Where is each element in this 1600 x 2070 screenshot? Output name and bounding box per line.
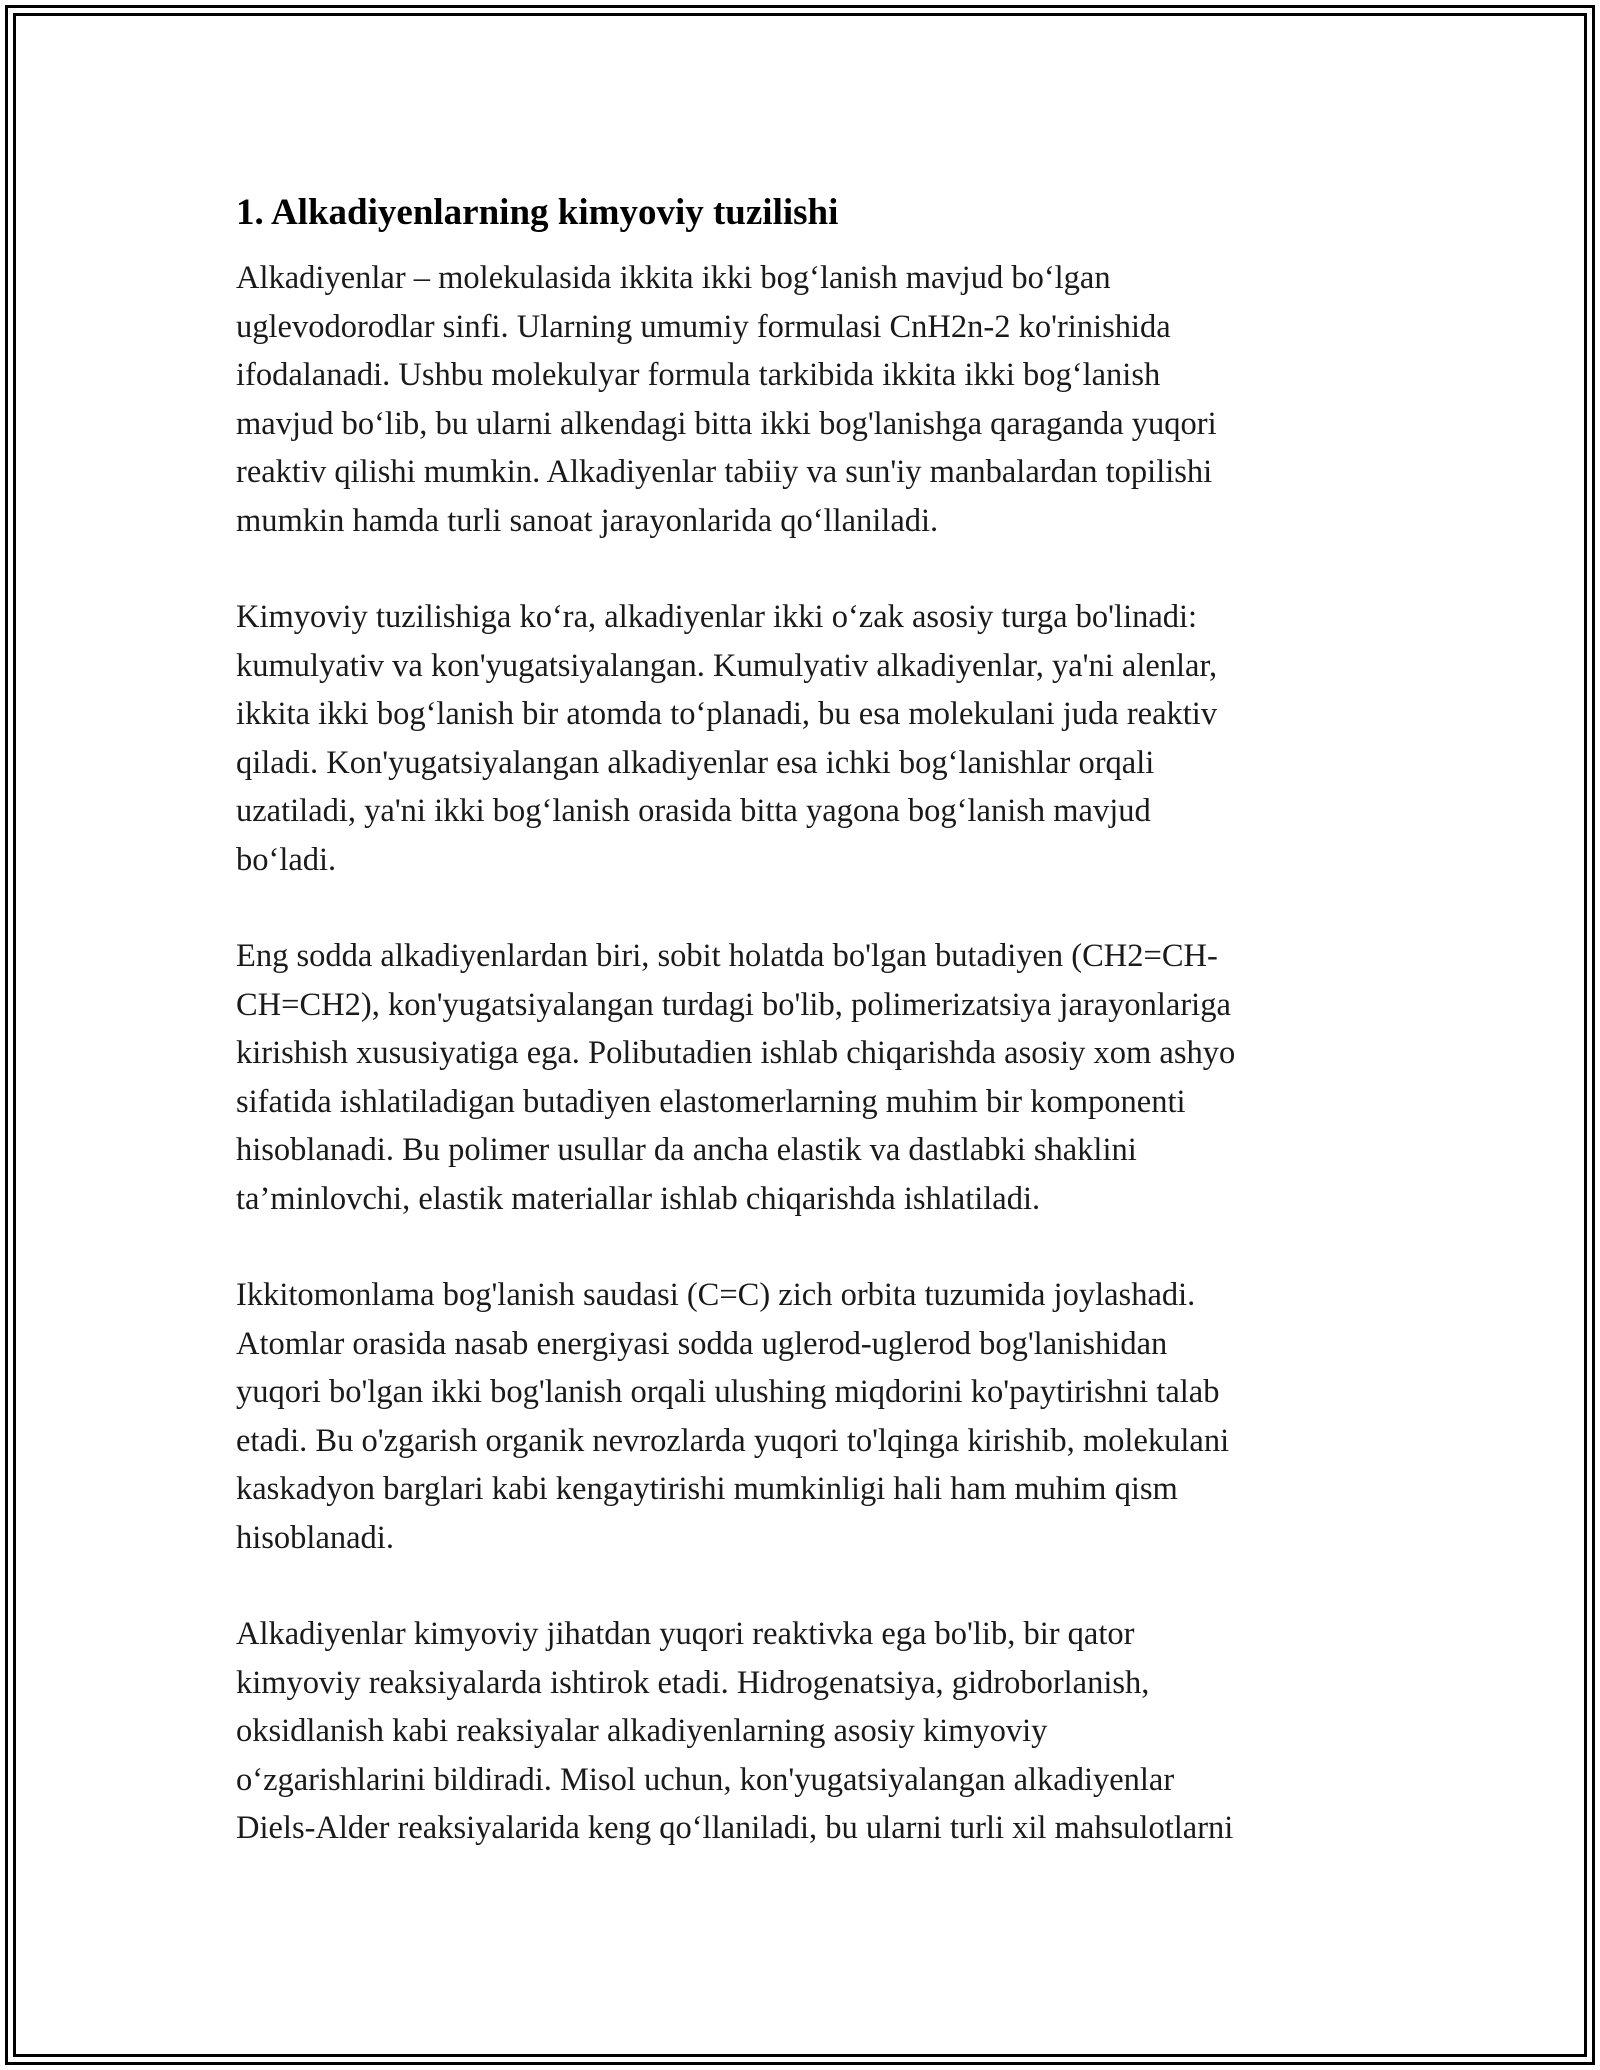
paragraph-line: kimyoviy reaksiyalarda ishtirok etadi. Hidrogenatsiya, gidroborlanish, bbox=[236, 1664, 1150, 1701]
paragraph-line: ta’minlovchi, elastik materiallar ishlab chiqarishda ishlatiladi. bbox=[236, 1180, 1041, 1217]
paragraph-4 bbox=[236, 1271, 1372, 1562]
paragraph-line: o‘zgarishlarini bildiradi. Misol uchun, kon'yugatsiyalangan alkadiyenlar bbox=[236, 1761, 1175, 1798]
paragraph-line: uglevodorodlar sinfi. Ularning umumiy formulasi CnH2n-2 ko'rinishida bbox=[236, 308, 1171, 345]
paragraph-line: mavjud bo‘lib, bu ularni alkendagi bitta ikki bog'lanishga qaraganda yuqori bbox=[236, 405, 1217, 442]
paragraph-line: CH=CH2), kon'yugatsiyalangan turdagi bo'lib, polimerizatsiya jarayonlariga bbox=[236, 986, 1231, 1023]
paragraph-line: hisoblanadi. bbox=[236, 1519, 394, 1556]
paragraph-line: Kimyoviy tuzilishiga ko‘ra, alkadiyenlar ikki o‘zak asosiy turga bo'linadi: bbox=[236, 599, 1198, 635]
paragraph-line: Alkadiyenlar – molekulasida ikkita ikki bog‘lanish mavjud bo‘lgan bbox=[236, 260, 1111, 296]
paragraph-line: Alkadiyenlar kimyoviy jihatdan yuqori reaktivka ega bo'lib, bir qator bbox=[236, 1616, 1135, 1652]
paragraph-line: kirishish xususiyatiga ega. Polibutadien ishlab chiqarishda asosiy xom ashyo bbox=[236, 1035, 1236, 1071]
paragraph-line: Ikkitomonlama bog'lanish saudasi (C=C) zich orbita tuzumida joylashadi. bbox=[236, 1277, 1196, 1313]
paragraph-line: hisoblanadi. Bu polimer usullar da ancha elastik va dastlabki shaklini bbox=[236, 1132, 1137, 1168]
paragraph-1 bbox=[236, 254, 1372, 545]
paragraph-line: sifatida ishlatiladigan butadiyen elastomerlarning muhim bir komponenti bbox=[236, 1083, 1186, 1120]
paragraph-line: kaskadyon barglari kabi kengaytirishi mumkinligi hali ham muhim qism bbox=[236, 1471, 1178, 1507]
paragraph-line: uzatiladi, ya'ni ikki bog‘lanish orasida bitta yagona bog‘lanish mavjud bbox=[236, 793, 1151, 829]
paragraph-3 bbox=[236, 932, 1372, 1223]
paragraph-line: etadi. Bu o'zgarish organik nevrozlarda yuqori to'lqinga kirishib, molekulani bbox=[236, 1422, 1230, 1459]
paragraph-line: ifodalanadi. Ushbu molekulyar formula tarkibida ikkita ikki bog‘lanish bbox=[236, 357, 1161, 393]
paragraph-line: mumkin hamda turli sanoat jarayonlarida qo‘llaniladi. bbox=[236, 502, 939, 539]
paragraph-line: Atomlar orasida nasab energiyasi sodda uglerod-uglerod bog'lanishidan bbox=[236, 1325, 1168, 1362]
paragraph-line: bo‘ladi. bbox=[236, 841, 337, 878]
document-body bbox=[236, 188, 1372, 1901]
paragraph-line: qiladi. Kon'yugatsiyalangan alkadiyenlar esa ichki bog‘lanishlar orqali bbox=[236, 744, 1155, 781]
paragraph-line: kumulyativ va kon'yugatsiyalangan. Kumulyativ alkadiyenlar, ya'ni alenlar, bbox=[236, 647, 1218, 684]
section-heading: 1. Alkadiyenlarning kimyoviy tuzilishi bbox=[236, 192, 839, 233]
paragraph-line: ikkita ikki bog‘lanish bir atomda to‘planadi, bu esa molekulani juda reaktiv bbox=[236, 696, 1218, 732]
paragraph-line: Eng sodda alkadiyenlardan biri, sobit holatda bo'lgan butadiyen (CH2=CH- bbox=[236, 938, 1218, 974]
paragraph-line: Diels-Alder reaksiyalarida keng qo‘llaniladi, bu ularni turli xil mahsulotlarni bbox=[236, 1810, 1234, 1846]
paragraph-line: yuqori bo'lgan ikki bog'lanish orqali ulushing miqdorini ko'paytirishni talab bbox=[236, 1374, 1220, 1410]
paragraph-2 bbox=[236, 593, 1372, 884]
paragraph-line: reaktiv qilishi mumkin. Alkadiyenlar tabiiy va sun'iy manbalardan topilishi bbox=[236, 454, 1213, 490]
paragraph-line: oksidlanish kabi reaksiyalar alkadiyenlarning asosiy kimyoviy bbox=[236, 1713, 1048, 1749]
paragraph-5 bbox=[236, 1610, 1372, 1853]
